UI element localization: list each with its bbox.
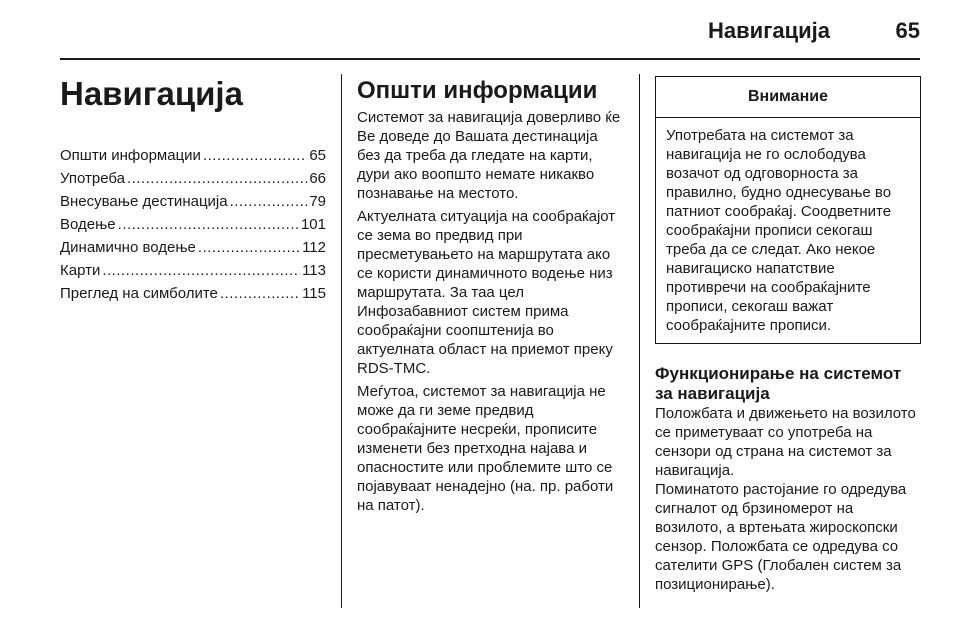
toc-item-page: 113 bbox=[302, 262, 326, 279]
toc-item[interactable] bbox=[60, 190, 326, 213]
toc-item-label: Динамично водење bbox=[60, 239, 196, 256]
toc-leader-dots bbox=[118, 213, 299, 236]
toc-leader-dots bbox=[220, 282, 300, 305]
toc-item-label: Внесување дестинација bbox=[60, 193, 228, 210]
table-of-contents bbox=[60, 144, 326, 305]
toc-item-page: 101 bbox=[300, 216, 326, 233]
toc-item-page: 65 bbox=[309, 147, 326, 164]
toc-item[interactable] bbox=[60, 167, 326, 190]
toc-item-page: 79 bbox=[309, 193, 326, 210]
column-divider-2 bbox=[639, 74, 640, 608]
toc-leader-dots bbox=[127, 167, 307, 190]
paragraph: Меѓутоа, системот за навигација не може да ги земе предвид сообраќајните несреќи, прописите изменети без претходна најава и опасностите или проблемите што се појавуваат ненадејно (на. пр. работи на патот). bbox=[357, 383, 614, 514]
general-info-column bbox=[357, 76, 623, 519]
toc-item-label: Употреба bbox=[60, 170, 125, 187]
toc-item-label: Преглед на симболите bbox=[60, 285, 218, 302]
header-rule bbox=[60, 58, 920, 60]
toc-item-label: Карти bbox=[60, 262, 101, 279]
function-heading: Функционирање на системот за навигација bbox=[655, 364, 902, 403]
chapter-column bbox=[60, 74, 326, 305]
general-info-heading: Општи информации bbox=[357, 77, 598, 104]
toc-item[interactable] bbox=[60, 259, 326, 282]
toc-item[interactable] bbox=[60, 236, 326, 259]
toc-leader-dots bbox=[230, 190, 308, 213]
toc-item-label: Општи информации bbox=[60, 147, 201, 164]
toc-item-page: 66 bbox=[309, 170, 326, 187]
toc-item-label: Водење bbox=[60, 216, 116, 233]
running-section-title: Навигација bbox=[708, 18, 830, 43]
warning-box bbox=[655, 76, 921, 344]
paragraph: Системот за навигација доверливо ќе Ве доведе до Вашата дестинација без да треба да гледате на карти, дури ако воопшто немате никакво познавање на местото. bbox=[357, 109, 621, 202]
toc-item-page: 115 bbox=[302, 285, 326, 302]
toc-item[interactable] bbox=[60, 213, 326, 236]
paragraph: Поминатото растојание го одредува сигналот од брзиномерот на возилото, а вртењата жироскопски сензор. Положбата се одредува со сателити GPS (Глобален систем за позиционирање). bbox=[655, 481, 907, 593]
warning-column bbox=[655, 76, 921, 594]
warning-title: Внимание bbox=[656, 77, 920, 118]
general-info-body bbox=[357, 108, 623, 515]
page-number: 65 bbox=[895, 18, 920, 43]
toc-item[interactable] bbox=[60, 144, 326, 167]
column-divider-1 bbox=[341, 74, 342, 608]
toc-item[interactable] bbox=[60, 282, 326, 305]
warning-text: Употребата на системот за навигација не го ослободува возачот од одговорноста за правилно, будно однесување во патниот сообраќај. Соодветните сообраќајни прописи секогаш треба да се следат. Ако некое навигациско напатствие противречи на сообраќајните прописи, секогаш важат сообраќајните прописи. bbox=[666, 127, 892, 334]
paragraph: Положбата и движењето на возилото се приметуваат со употреба на сензори од страна на системот за навигација. bbox=[655, 405, 916, 479]
toc-leader-dots bbox=[203, 144, 307, 167]
paragraph: Актуелната ситуација на сообраќајот се зема во предвид при пресметувањето на маршрутата ако се користи динамичното водење низ маршрутата. За таа цел Инфозабавниот систем прима сообраќајни соопштенија во актуелната област на приемот преку RDS-TMC. bbox=[357, 208, 616, 377]
chapter-title: Навигација bbox=[60, 75, 243, 112]
page-header bbox=[60, 16, 920, 46]
toc-leader-dots bbox=[198, 236, 300, 259]
toc-leader-dots bbox=[102, 259, 300, 282]
toc-item-page: 112 bbox=[302, 239, 326, 256]
